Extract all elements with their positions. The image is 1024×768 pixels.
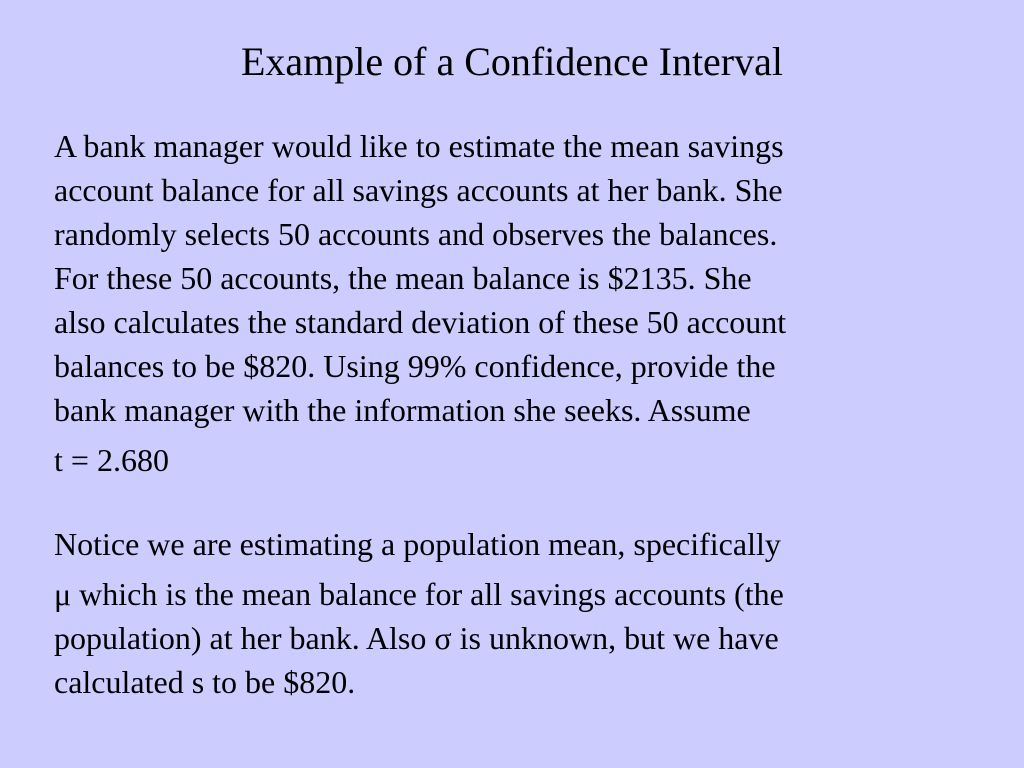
problem-paragraph: [54, 124, 984, 432]
text-line: population) at her bank. Also σ is unknown, but we have: [54, 620, 779, 656]
t-value-paragraph: t = 2.680: [54, 442, 169, 478]
text-line: balances to be $820. Using 99% confidence, provide the: [54, 348, 776, 384]
text-line: also calculates the standard deviation of these 50 account: [54, 304, 787, 340]
text-line: For these 50 accounts, the mean balance is $2135. She: [54, 260, 752, 296]
spacer: [54, 482, 984, 522]
text-line: bank manager with the information she seeks. Assume: [54, 392, 751, 428]
text-line: A bank manager would like to estimate the mean savings: [54, 128, 784, 164]
slide-body: [54, 124, 984, 704]
slide-title: Example of a Confidence Interval: [241, 39, 783, 84]
text-line: account balance for all savings accounts at her bank. She: [54, 172, 783, 208]
text-line: calculated s to be $820.: [54, 664, 356, 700]
text-line: μ which is the mean balance for all savings accounts (the: [54, 576, 784, 612]
text-line: randomly selects 50 accounts and observes the balances.: [54, 216, 778, 252]
explanation-paragraph: [54, 572, 984, 704]
notice-paragraph: Notice we are estimating a population mean, specifically: [54, 526, 781, 562]
